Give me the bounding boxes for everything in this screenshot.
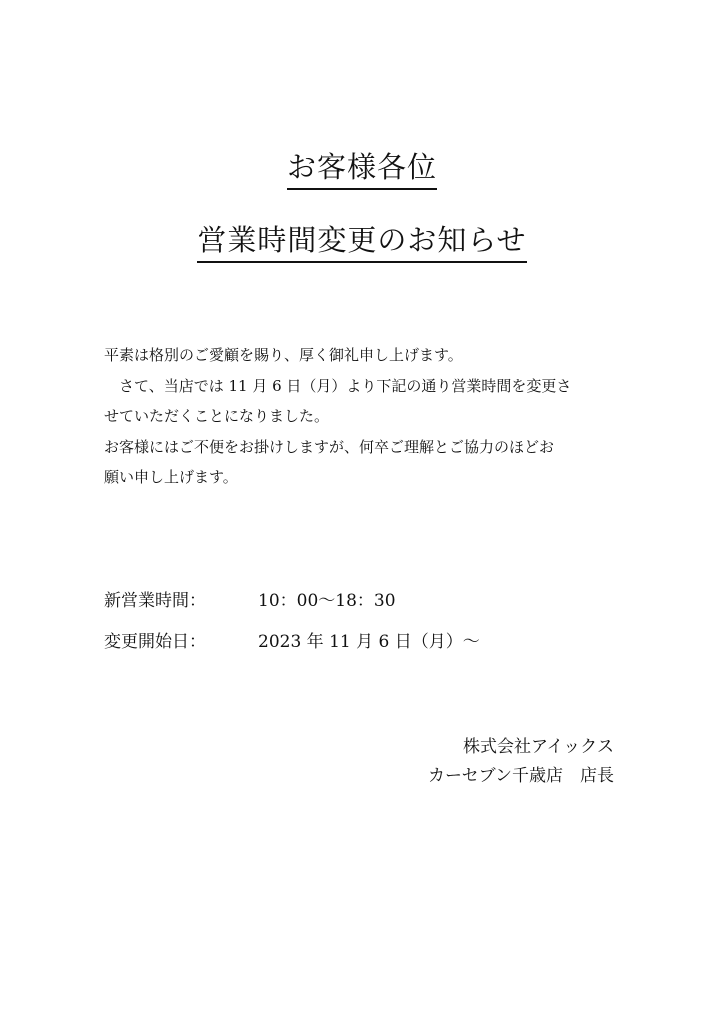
body-line-2: さて、当店では 11 月 6 日（月）より下記の通り営業時間を変更さ <box>104 376 572 395</box>
store-manager-line: カーセブン千歳店 店長 <box>428 766 614 786</box>
notice-body <box>104 340 634 493</box>
body-line-4: お客様にはご不便をお掛けしますが、何卒ご理解とご協力のほどお <box>104 437 555 456</box>
signature-block <box>428 733 614 791</box>
company-name: 株式会社アイックス <box>463 737 614 757</box>
new-hours-label: 新営業時間： <box>104 591 206 611</box>
new-hours-row <box>104 586 396 611</box>
notice-title <box>0 223 724 263</box>
body-line-1: 平素は格別のご愛顧を賜り、厚く御礼申し上げます。 <box>104 346 463 364</box>
start-date-label: 変更開始日： <box>104 632 206 652</box>
salutation-heading <box>0 150 724 190</box>
start-date-value: 2023 年 11 月 6 日（月）～ <box>258 632 480 652</box>
salutation-text: お客様各位 <box>287 152 437 190</box>
body-line-3: せていただくことになりました。 <box>104 407 330 425</box>
body-line-5: 願い申し上げます。 <box>104 468 238 486</box>
notice-title-text: 営業時間変更のお知らせ <box>197 225 526 263</box>
start-date-row <box>104 627 480 652</box>
new-hours-value: 10：00～18：30 <box>258 591 396 611</box>
